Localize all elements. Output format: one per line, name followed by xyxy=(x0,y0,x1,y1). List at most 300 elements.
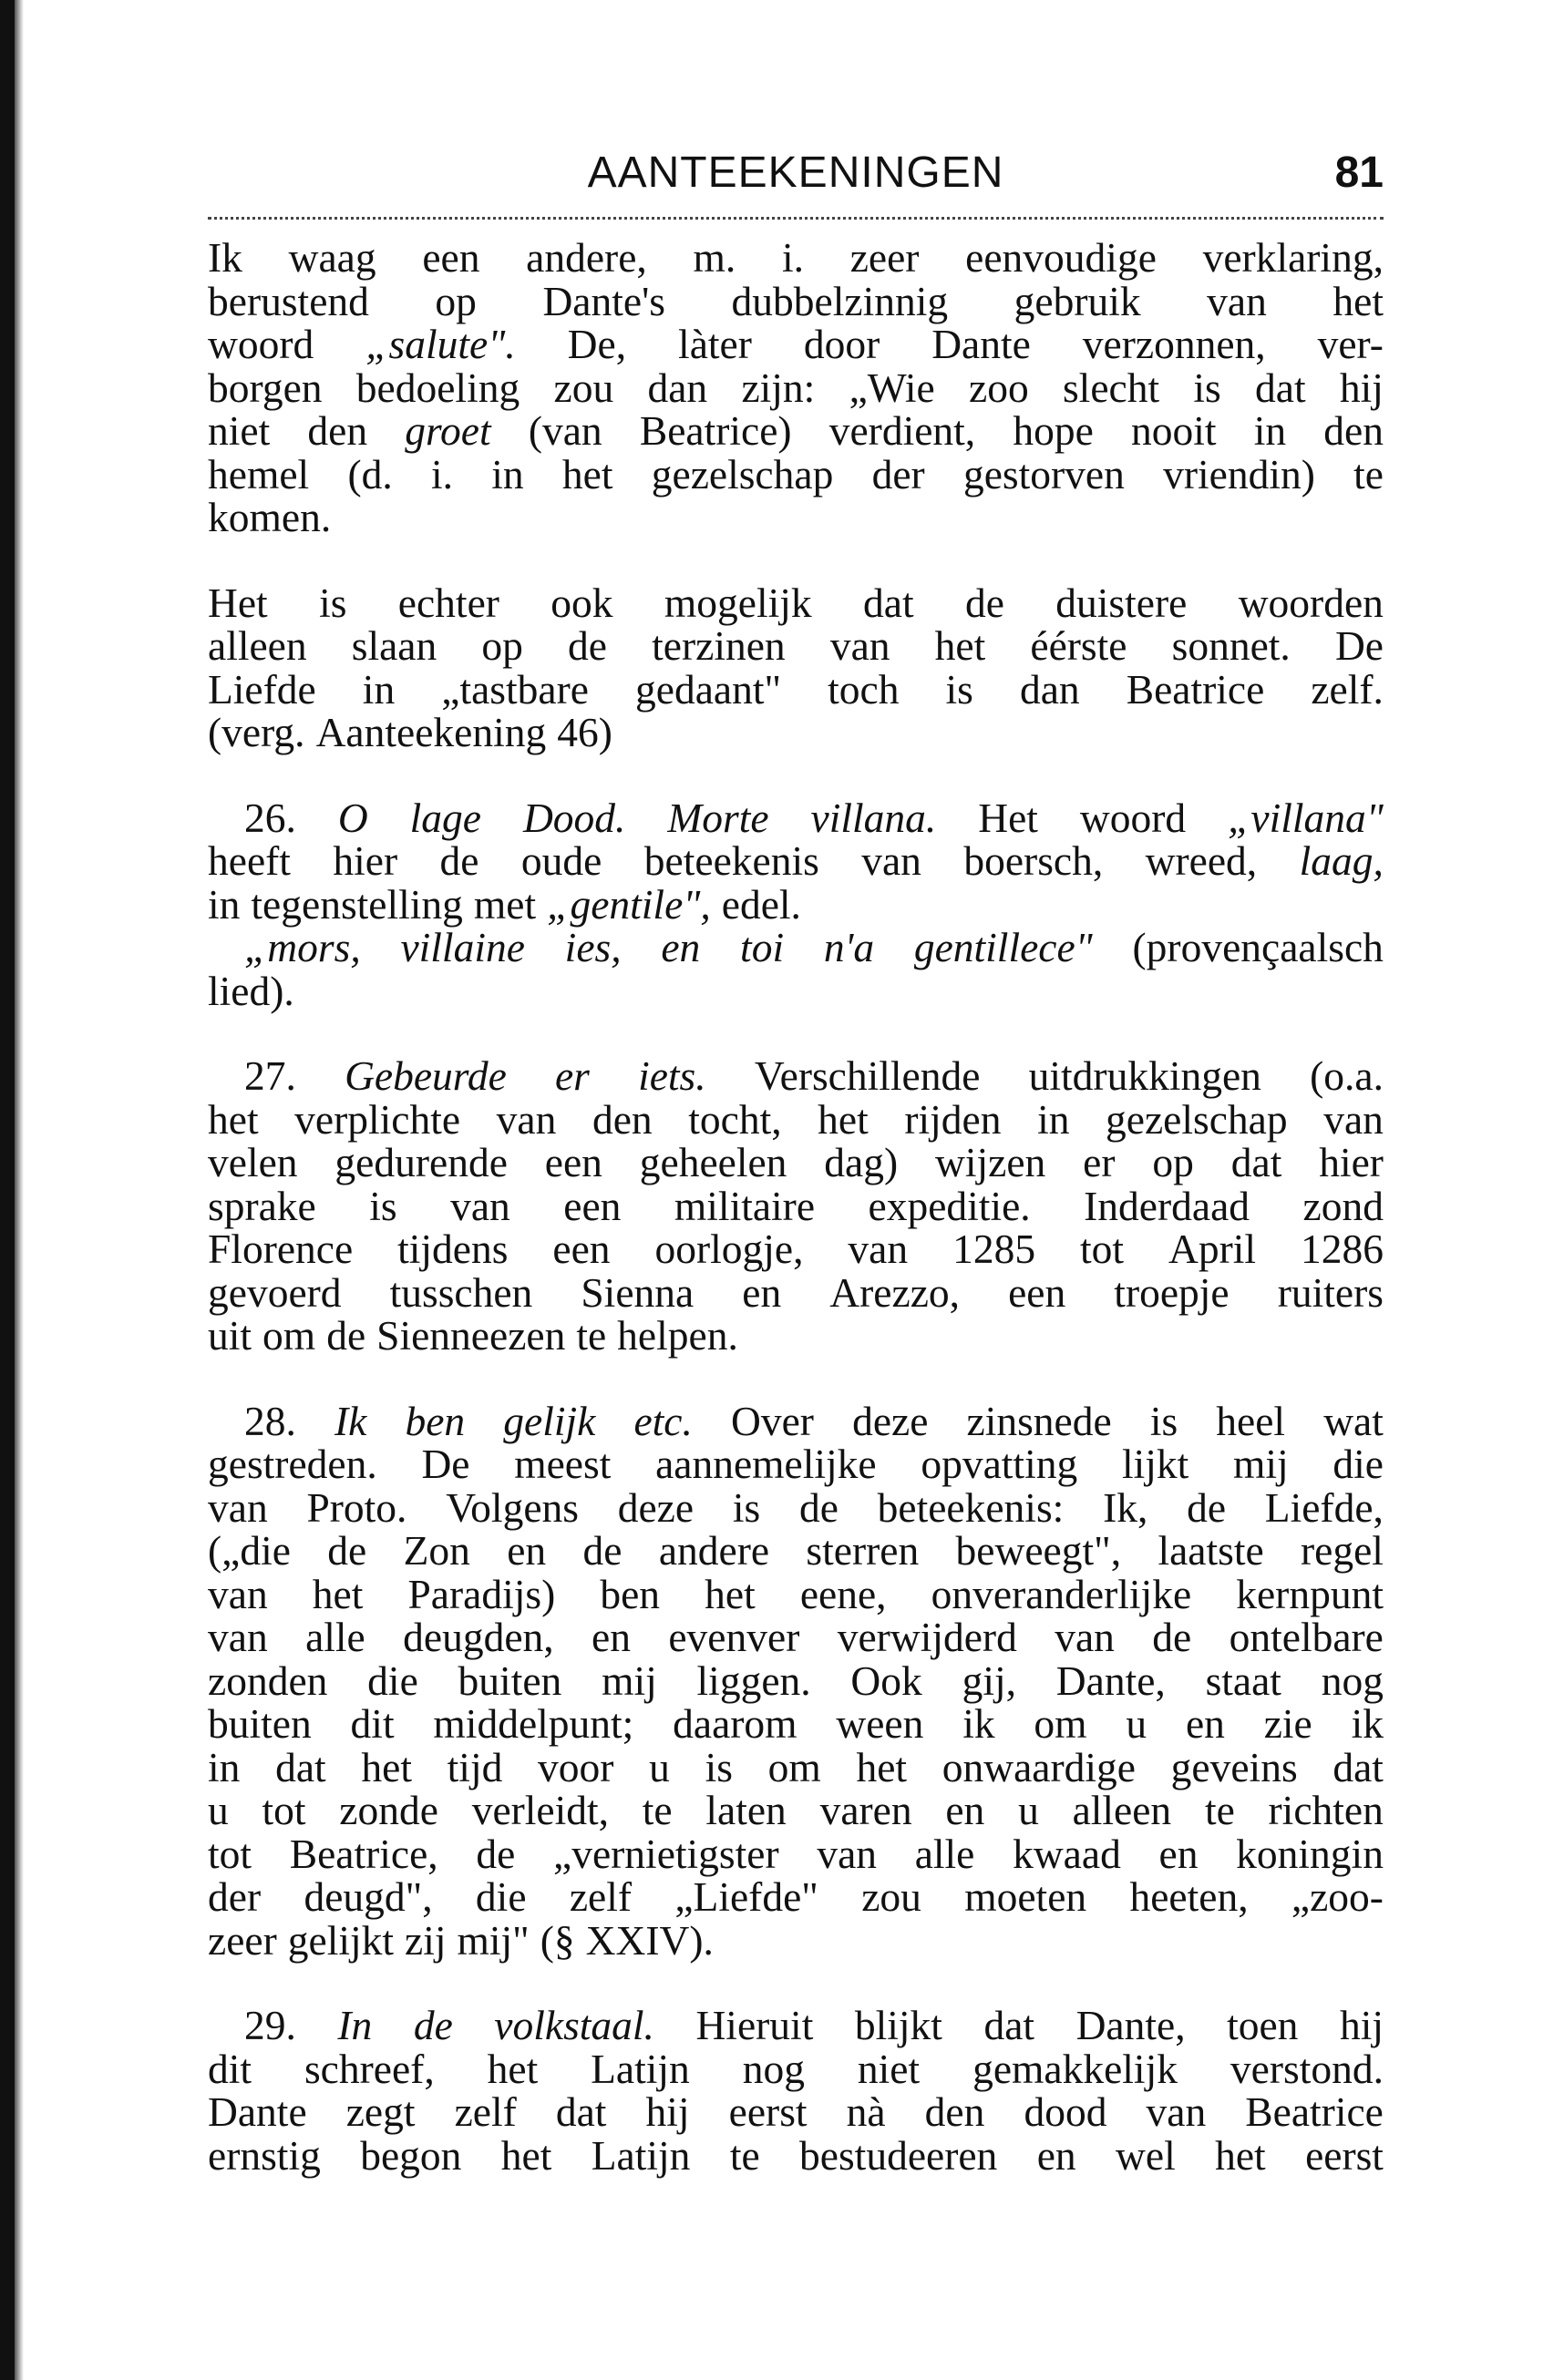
word: van xyxy=(1323,1095,1384,1143)
text-line xyxy=(208,323,1384,366)
text-line xyxy=(208,1442,1384,1486)
word: verstond. xyxy=(1230,2045,1384,2092)
text-line xyxy=(208,2004,1384,2047)
word: i. xyxy=(430,450,453,498)
word: m. xyxy=(693,234,736,281)
word: „mors, xyxy=(244,924,361,970)
word: evenver xyxy=(668,1614,800,1660)
word: gij, xyxy=(962,1657,1016,1704)
word: onveranderlijke xyxy=(931,1570,1192,1617)
word: den xyxy=(1323,407,1384,454)
word: een xyxy=(422,234,480,281)
word: den xyxy=(924,2088,985,2135)
word: borgen xyxy=(208,364,323,411)
word: staat xyxy=(1205,1657,1281,1704)
word: er xyxy=(554,1052,590,1099)
word: te xyxy=(576,1312,607,1359)
text-line xyxy=(208,1659,1384,1703)
word: een xyxy=(544,1139,602,1185)
word: ik xyxy=(962,1700,995,1747)
word: den xyxy=(307,407,368,454)
word: waag xyxy=(288,234,376,281)
word: van xyxy=(496,1095,557,1143)
word: van xyxy=(1146,2088,1207,2135)
word: andere xyxy=(658,1527,770,1574)
word: (o.a. xyxy=(1310,1052,1384,1099)
word: ik xyxy=(1351,1700,1384,1747)
word: dag) xyxy=(824,1139,899,1185)
word: daarom xyxy=(673,1700,797,1747)
paragraph xyxy=(208,581,1384,754)
paragraph xyxy=(208,1397,1384,1964)
word: beweegt", xyxy=(955,1527,1122,1574)
word: zonden xyxy=(208,1657,328,1704)
word: Hieruit xyxy=(695,2002,814,2048)
paragraph xyxy=(208,1054,1384,1358)
word: blijkt xyxy=(854,2002,942,2048)
word: (van xyxy=(528,407,602,454)
word: te xyxy=(1204,1787,1235,1833)
word: de xyxy=(327,1527,367,1574)
text-line xyxy=(208,1743,1384,1790)
word: Paradijs) xyxy=(407,1570,556,1617)
word: vriendin) xyxy=(1163,450,1315,498)
word: zinsnede xyxy=(966,1397,1112,1444)
word: alle xyxy=(305,1614,365,1660)
word: slecht xyxy=(1062,364,1160,411)
word: en xyxy=(742,1268,782,1316)
word: heeft xyxy=(208,837,291,884)
text-line xyxy=(208,450,1384,498)
word: 26. xyxy=(244,794,296,841)
word: Dante, xyxy=(1055,1657,1166,1704)
word: Latijn xyxy=(591,2045,690,2092)
word: deugd", xyxy=(304,1873,433,1920)
word: Zon xyxy=(403,1527,470,1574)
text-line xyxy=(208,1141,1384,1185)
word: van xyxy=(208,1483,268,1531)
word: schreef, xyxy=(304,2045,435,2092)
word: („die xyxy=(208,1527,291,1574)
word: laag, xyxy=(1299,837,1384,884)
word: van xyxy=(208,1570,268,1617)
word: is xyxy=(369,1182,397,1229)
text-line xyxy=(208,1314,1384,1358)
word: tocht, xyxy=(688,1095,782,1143)
word: opvatting xyxy=(921,1441,1078,1487)
word: Ik xyxy=(208,234,242,281)
word: 28. xyxy=(244,1397,296,1444)
word: moeten xyxy=(964,1873,1087,1920)
text-line xyxy=(208,409,1384,453)
book-page xyxy=(208,137,1384,2305)
word: zond xyxy=(1302,1182,1384,1229)
word: wel xyxy=(1116,2131,1176,2179)
word: ben xyxy=(405,1397,466,1444)
word: „Wie xyxy=(849,364,935,411)
word: tusschen xyxy=(389,1268,533,1316)
word: een xyxy=(552,1226,611,1272)
paragraph-gap xyxy=(208,1358,1384,1400)
word: zou xyxy=(861,1873,921,1920)
word: Dante, xyxy=(1075,2002,1186,2048)
text-line xyxy=(208,796,1384,840)
word: de xyxy=(326,1312,366,1359)
word: door xyxy=(803,321,880,367)
word: toch xyxy=(828,665,900,713)
word: dat xyxy=(1332,1743,1384,1790)
word: Dante's xyxy=(542,277,665,324)
word: gelijkt xyxy=(287,1916,395,1964)
word: toi xyxy=(740,924,785,970)
word: ies, xyxy=(564,924,622,970)
word: terzinen xyxy=(652,622,786,669)
word: „gentile", xyxy=(547,880,711,928)
word: groet xyxy=(405,407,491,454)
word: Beatrice, xyxy=(289,1830,438,1877)
word: in xyxy=(1253,407,1287,454)
word: die xyxy=(1332,1441,1384,1487)
word: gelijk xyxy=(503,1397,596,1444)
word: van xyxy=(208,1614,268,1660)
word: buiten xyxy=(208,1700,312,1747)
word: (§ xyxy=(540,1916,575,1964)
word: ook xyxy=(550,579,613,626)
word: u xyxy=(1126,1700,1147,1747)
word: iets. xyxy=(638,1052,706,1099)
word: Beatrice xyxy=(1126,665,1265,713)
word: XXIV). xyxy=(585,1916,714,1964)
text-line xyxy=(208,880,1384,928)
word: zonde xyxy=(339,1787,438,1833)
word: mogelijk xyxy=(664,579,812,626)
word: begon xyxy=(360,2131,462,2179)
word: helpen. xyxy=(617,1312,738,1359)
word: Beatrice) xyxy=(639,407,792,454)
text-line xyxy=(208,1529,1384,1573)
word: sprake xyxy=(208,1182,316,1229)
word: zegt xyxy=(345,2088,416,2135)
word: onwaardige xyxy=(941,1743,1136,1790)
word: varen xyxy=(819,1787,912,1833)
word: van xyxy=(1055,1614,1115,1660)
text-line xyxy=(208,1875,1384,1919)
word: tijdens xyxy=(397,1226,509,1272)
word: er xyxy=(1083,1139,1116,1185)
word: niet xyxy=(208,407,271,454)
word: April xyxy=(1168,1226,1257,1272)
word: „zoo- xyxy=(1291,1873,1384,1920)
word: uit xyxy=(208,1312,252,1359)
word: woorden xyxy=(1238,579,1384,626)
word: alleen xyxy=(208,622,307,669)
word: dat xyxy=(275,1743,326,1790)
word: u xyxy=(649,1743,670,1790)
word: ernstig xyxy=(208,2131,321,2179)
word: Volgens xyxy=(446,1483,579,1531)
word: „villana" xyxy=(1228,794,1384,841)
word: kernpunt xyxy=(1236,1570,1384,1617)
word: het xyxy=(856,1743,908,1790)
word: Aanteekening xyxy=(315,709,547,755)
word: echter xyxy=(397,579,499,626)
word: is xyxy=(1193,364,1221,411)
word: het xyxy=(1215,2131,1266,2179)
text-line xyxy=(208,236,1384,280)
word: zoo xyxy=(969,364,1029,411)
word: 1286 xyxy=(1300,1226,1384,1272)
word: Het xyxy=(208,579,268,626)
word: Dood. xyxy=(522,794,626,841)
word: op xyxy=(435,277,477,324)
word: der xyxy=(208,1873,262,1920)
word: en xyxy=(1158,1830,1199,1877)
text-line xyxy=(208,1054,1384,1098)
word: het xyxy=(500,2131,552,2179)
word: een xyxy=(1008,1268,1066,1316)
word: „vernietigster xyxy=(553,1830,779,1877)
word: om xyxy=(1034,1700,1087,1747)
word: De, xyxy=(567,321,627,367)
word: is xyxy=(1149,1397,1178,1444)
word: Liefde, xyxy=(1264,1483,1384,1531)
word: nooit xyxy=(1130,407,1217,454)
word: middelpunt; xyxy=(433,1700,634,1747)
word: éérste xyxy=(1030,622,1127,669)
paragraph-gap xyxy=(208,1012,1384,1054)
word: te xyxy=(729,2131,760,2179)
word: het xyxy=(1332,277,1384,324)
word: Ik xyxy=(334,1397,367,1444)
word: dat xyxy=(983,2002,1035,2048)
word: is xyxy=(732,1483,761,1531)
paragraph xyxy=(208,796,1384,1013)
text-line xyxy=(208,1570,1384,1617)
word: ben xyxy=(600,1570,661,1617)
word: verdient, xyxy=(828,407,976,454)
word: zij xyxy=(405,1916,447,1964)
word: wat xyxy=(1323,1397,1384,1444)
word: en xyxy=(1185,1700,1225,1747)
word: het xyxy=(561,450,613,498)
word: een xyxy=(563,1182,622,1229)
text-line xyxy=(208,1616,1384,1659)
text-line xyxy=(208,839,1384,883)
word: en xyxy=(661,924,701,970)
text-line xyxy=(208,1227,1384,1271)
word: met xyxy=(473,880,537,928)
word: oorlogje, xyxy=(654,1226,804,1272)
word: in xyxy=(491,450,524,498)
word: eenvoudige xyxy=(965,234,1157,281)
word: in xyxy=(362,665,396,713)
word: komen. xyxy=(208,494,332,540)
word: woord xyxy=(1079,794,1187,841)
word: hemel xyxy=(208,450,310,498)
page-number: 81 xyxy=(1334,149,1384,197)
word: zelf xyxy=(454,2088,517,2135)
word: in xyxy=(208,880,241,928)
word: O xyxy=(337,794,368,841)
word: Beatrice xyxy=(1245,2088,1384,2135)
word: en xyxy=(592,1614,631,1660)
text-line xyxy=(208,711,1384,754)
text-line xyxy=(208,1095,1384,1143)
word: (d. xyxy=(347,450,393,498)
word: het xyxy=(312,1570,364,1617)
text-line xyxy=(208,926,1384,969)
word: andere, xyxy=(526,234,647,281)
word: nog xyxy=(1321,1657,1384,1704)
word: dat xyxy=(1230,1139,1282,1185)
word: sterren xyxy=(806,1527,920,1574)
running-head xyxy=(208,137,1384,213)
word: laten xyxy=(705,1787,787,1833)
word: hij xyxy=(645,2088,690,2135)
word: zijn: xyxy=(741,364,816,411)
word: woord xyxy=(208,321,314,367)
word: op xyxy=(1152,1139,1194,1185)
word: beteekenis: xyxy=(877,1483,1065,1531)
word: die xyxy=(475,1873,527,1920)
word: van xyxy=(817,1830,878,1877)
word: mij xyxy=(1232,1441,1289,1487)
word: niet xyxy=(857,2045,921,2092)
word: i. xyxy=(781,234,804,281)
word: Proto. xyxy=(306,1483,407,1531)
word: kwaad xyxy=(1013,1830,1121,1877)
word: duistere xyxy=(1055,579,1188,626)
word: van xyxy=(450,1182,510,1229)
word: meest xyxy=(514,1441,612,1487)
word: eerst xyxy=(1305,2131,1384,2179)
word: u xyxy=(208,1787,229,1833)
word: Gebeurde xyxy=(345,1052,507,1099)
word: gestorven xyxy=(962,450,1125,498)
word: 1285 xyxy=(952,1226,1036,1272)
word: alle xyxy=(914,1830,975,1877)
word: tot xyxy=(1080,1226,1125,1272)
word: van xyxy=(861,837,921,884)
word: villaine xyxy=(400,924,525,970)
word: edel. xyxy=(721,880,801,928)
word: villana. xyxy=(810,794,937,841)
text-line xyxy=(208,624,1384,668)
word: het xyxy=(934,622,986,669)
word: gemakkelijk xyxy=(972,2045,1178,2092)
word: aannemelijke xyxy=(655,1441,877,1487)
word: in xyxy=(1037,1095,1070,1143)
word: is xyxy=(705,1743,733,1790)
word: in xyxy=(208,1743,241,1790)
word: dat xyxy=(1255,364,1306,411)
word: nà xyxy=(846,2088,886,2135)
word: gezelschap xyxy=(651,450,834,498)
word: de xyxy=(964,579,1004,626)
word: liggen. xyxy=(696,1657,811,1704)
word: de xyxy=(439,837,479,884)
text-line xyxy=(208,1789,1384,1832)
word: richten xyxy=(1268,1787,1384,1833)
text-line xyxy=(208,1268,1384,1316)
word: is xyxy=(945,665,973,713)
word: hij xyxy=(1339,364,1384,411)
word: de xyxy=(582,1527,623,1574)
word: deze xyxy=(852,1397,929,1444)
word: voor xyxy=(538,1743,614,1790)
word: zelf. xyxy=(1311,665,1384,713)
word: om xyxy=(262,1312,316,1359)
word: zie xyxy=(1263,1700,1312,1747)
word: hope xyxy=(1013,407,1094,454)
binding-edge-shadow xyxy=(0,0,15,2380)
word: heeten, xyxy=(1129,1873,1249,1920)
word: etc. xyxy=(633,1397,693,1444)
word: Liefde xyxy=(208,665,316,713)
text-line xyxy=(208,969,1384,1013)
word: dit xyxy=(208,2045,252,2092)
word: ruiters xyxy=(1277,1268,1384,1316)
word: wreed, xyxy=(1145,837,1258,884)
word: Arezzo, xyxy=(829,1268,961,1316)
word: zeer xyxy=(849,234,920,281)
word: expeditie. xyxy=(868,1182,1031,1229)
text-line xyxy=(208,1483,1384,1531)
word: koningin xyxy=(1236,1830,1384,1877)
word: bestudeeren xyxy=(799,2131,998,2179)
word: (verg. xyxy=(208,709,305,755)
word: mij xyxy=(602,1657,657,1704)
word: der xyxy=(871,450,925,498)
word: In xyxy=(337,2002,373,2048)
word: Inderdaad xyxy=(1084,1182,1250,1229)
text-line xyxy=(208,1702,1384,1746)
text-line xyxy=(208,2047,1384,2091)
word: de xyxy=(413,2002,453,2048)
word: Verschillende xyxy=(754,1052,981,1099)
word: zeer xyxy=(208,1916,277,1964)
word: de xyxy=(568,622,607,669)
word: toen xyxy=(1227,2002,1299,2048)
word: alleen xyxy=(1072,1787,1172,1833)
word: dat xyxy=(555,2088,607,2135)
word: bedoeling xyxy=(355,364,520,411)
word: volkstaal. xyxy=(494,2002,654,2048)
word: Dante xyxy=(208,2088,307,2135)
word: die xyxy=(367,1657,418,1704)
word: van xyxy=(848,1226,909,1272)
word: beteekenis xyxy=(643,837,819,884)
word: eerst xyxy=(728,2088,808,2135)
word: wijzen xyxy=(935,1139,1046,1185)
word: de xyxy=(476,1830,516,1877)
word: gestreden. xyxy=(208,1441,377,1487)
word: tot xyxy=(208,1830,252,1877)
word: „tastbare xyxy=(441,665,589,713)
word: om xyxy=(767,1743,821,1790)
word: „Liefde" xyxy=(674,1873,818,1920)
text-line xyxy=(208,665,1384,713)
word: zelf xyxy=(569,1873,633,1920)
word: te xyxy=(642,1787,673,1833)
word: 46) xyxy=(557,709,612,755)
word: geveins xyxy=(1170,1743,1298,1790)
word: verklaring, xyxy=(1202,234,1384,281)
paragraph-gap xyxy=(208,1962,1384,2004)
header-dotted-rule xyxy=(208,217,1384,220)
word: deze xyxy=(617,1483,695,1531)
word: lijkt xyxy=(1121,1441,1189,1487)
